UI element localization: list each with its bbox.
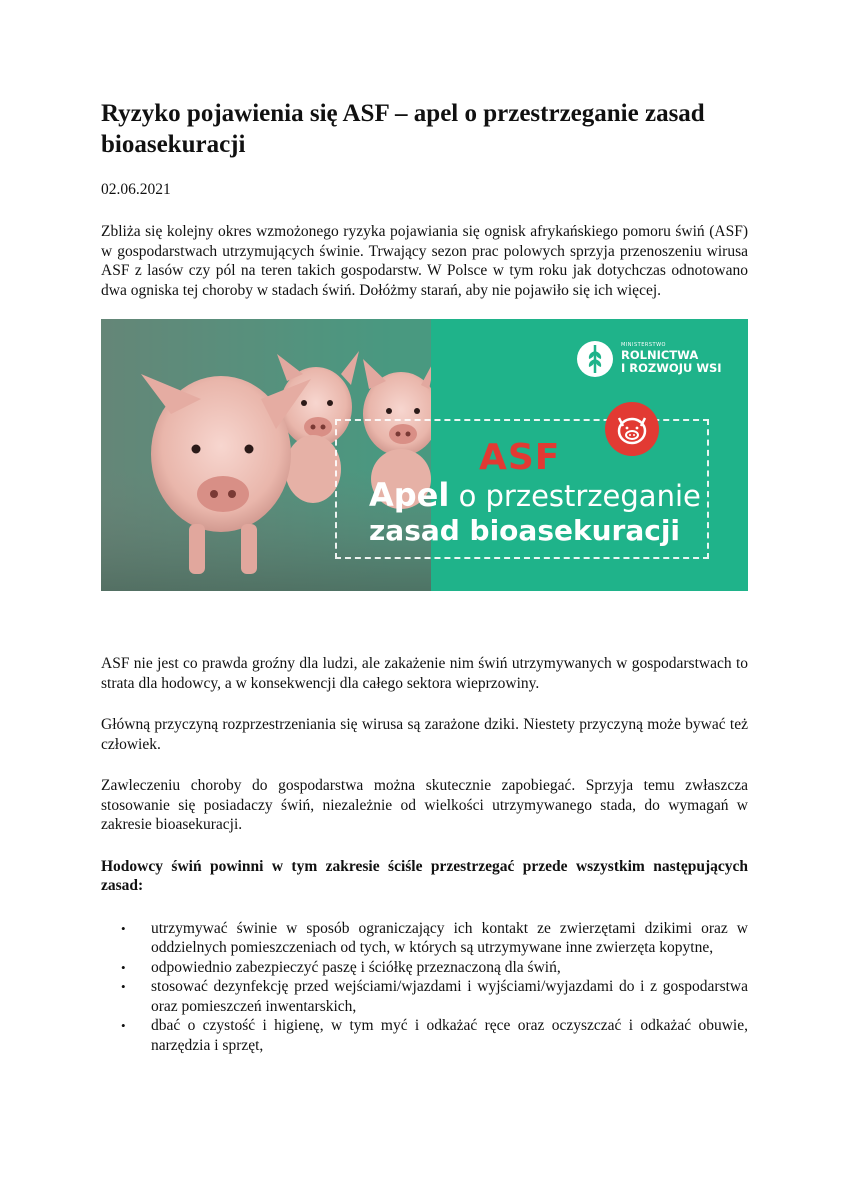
article-title: Ryzyko pojawienia się ASF – apel o przestrzeganie zasad bioasekuracji	[101, 100, 705, 158]
bullet-icon: •	[121, 979, 126, 994]
ministry-logo-icon	[575, 339, 615, 379]
bullet-icon: •	[121, 1018, 126, 1033]
paragraph-2: Główną przyczyną rozprzestrzeniania się wirusa są zarażone dziki. Niestety przyczyną może bywać też człowiek.	[101, 716, 748, 753]
paragraph-1: ASF nie jest co prawda groźny dla ludzi, ale zakażenie nim świń utrzymywanych w gospodarstwach to strata dla hodowcy, a w konsekwencji dla całego sektora wieprzowiny.	[101, 655, 748, 692]
banner-asf-label: ASF	[479, 437, 561, 478]
list-item: • utrzymywać świnie w sposób ograniczający ich kontakt ze zwierzętami dzikimi oraz w oddzielnych pomieszczeniach od tych, w których są utrzymywane inne zwierzęta kopytne,	[121, 919, 748, 956]
banner-apel-line: Apel o przestrzeganie	[369, 476, 701, 514]
pig-badge-icon	[605, 402, 659, 456]
asf-banner-image	[101, 319, 748, 591]
list-item: • dbać o czystość i higienę, w tym myć i odkażać ręce oraz oczyszczać i odkażać obuwie, narzędzia i sprzęt,	[121, 1017, 748, 1054]
ministry-name: MINISTERSTWO ROLNICTWA I ROZWOJU WSI	[621, 342, 722, 375]
banner-zasad-line: zasad bioasekuracji	[369, 514, 681, 547]
intro-paragraph: Zbliża się kolejny okres wzmożonego ryzyka pojawiania się ognisk afrykańskiego pomoru świń (ASF) w gospodarstwach utrzymujących świnie. Trwający sezon prac polowych sprzyja przenoszeniu wirusa ASF z lasów czy pól na teren takich gospodarstw. W Polsce w tym roku jak dotychczas odnotowano dwa ogniska tej choroby w stadach świń. Dołóżmy starań, aby nie pojawiło się ich więcej.	[101, 223, 748, 299]
rules-heading: Hodowcy świń powinni w tym zakresie ściśle przestrzegać przede wszystkim następujących zasad:	[101, 857, 748, 894]
paragraph-3: Zawleczeniu choroby do gospodarstwa można skutecznie zapobiegać. Sprzyja temu zwłaszcza stosowanie się posiadaczy świń, niezależnie od wielkości utrzymywanego stada, do wymagań w zakresie bioasekuracji.	[101, 777, 748, 833]
article-date: 02.06.2021	[101, 181, 171, 198]
bullet-icon: •	[121, 920, 126, 936]
list-item: • odpowiednio zabezpieczyć paszę i ściółkę przeznaczoną dla świń,	[121, 958, 561, 976]
list-item: • stosować dezynfekcję przed wejściami/wjazdami i wyjściami/wyjazdami do i z gospodarstwa oraz pomieszczeń inwentarskich,	[121, 978, 748, 1015]
article	[101, 98, 748, 1055]
rules-list	[101, 919, 748, 1056]
bullet-icon: •	[121, 959, 126, 975]
